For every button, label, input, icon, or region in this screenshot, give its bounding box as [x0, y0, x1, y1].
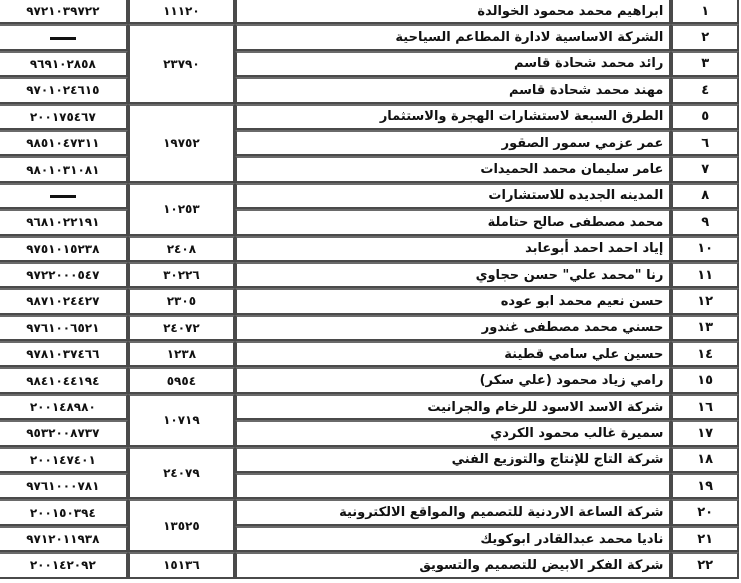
table-row — [0, 341, 739, 367]
row-number-cell: ٧ — [671, 156, 739, 182]
registration-number-cell: ٩٧٦١٠٠٦٥٢١ — [0, 315, 128, 341]
name-cell: حسني محمد مصطفى غندور — [235, 315, 671, 341]
registration-number-cell: ٩٦٨١٠٢٢١٩١ — [0, 209, 128, 235]
row-number-cell: ١٧ — [671, 420, 739, 446]
row-number-cell: ٨ — [671, 183, 739, 209]
row-number-cell: ٤ — [671, 77, 739, 103]
table-row — [0, 236, 739, 262]
row-number-cell: ٢٢ — [671, 552, 739, 578]
row-number-cell: ١١ — [671, 262, 739, 288]
name-cell: الطرق السبعة لاستشارات الهجرة والاستثمار — [235, 104, 671, 130]
row-number-cell: ١٩ — [671, 473, 739, 499]
registration-number-cell: ٩٧٨١٠٣٧٤٦٦ — [0, 341, 128, 367]
code-cell: ٥٩٥٤ — [128, 367, 236, 393]
name-cell: محمد مصطفى صالح حتاملة — [235, 209, 671, 235]
row-number-cell: ٦ — [671, 130, 739, 156]
registration-number-cell: ٩٧٦١٠٠٠٧٨١ — [0, 473, 128, 499]
registration-number-cell: ٩٨٥١٠٤٧٣١١ — [0, 130, 128, 156]
row-number-cell: ١ — [671, 0, 739, 24]
table-row — [0, 130, 739, 156]
row-number-cell: ٢ — [671, 24, 739, 50]
name-cell: عمر عزمي سمور الصقور — [235, 130, 671, 156]
code-cell: ٢٤٠٧٢ — [128, 315, 236, 341]
row-number-cell: ١٣ — [671, 315, 739, 341]
row-number-cell: ١٢ — [671, 288, 739, 314]
registration-number-cell: ٩٥٣٢٠٠٨٧٣٧ — [0, 420, 128, 446]
registration-number-cell: ٩٧١٢٠١١٩٣٨ — [0, 526, 128, 552]
table-row — [0, 209, 739, 235]
table-row — [0, 51, 739, 77]
row-number-cell: ١٦ — [671, 394, 739, 420]
name-cell: حسن نعيم محمد ابو عوده — [235, 288, 671, 314]
registration-number-cell: ٢٠٠١٤٨٩٨٠ — [0, 394, 128, 420]
table-row — [0, 473, 739, 499]
code-cell: ١٠٢٥٣ — [128, 183, 236, 236]
row-number-cell: ٢٠ — [671, 499, 739, 525]
row-number-cell: ٩ — [671, 209, 739, 235]
name-cell: شركة الاسد الاسود للرخام والجرانيت — [235, 394, 671, 420]
code-cell: ١١١٢٠ — [128, 0, 236, 24]
name-cell: المدينه الجديده للاستشارات — [235, 183, 671, 209]
registration-number-cell: ٩٨٤١٠٤٤١٩٤ — [0, 367, 128, 393]
code-cell: ٢٤٠٧٩ — [128, 447, 236, 500]
name-cell: رنا "محمد علي" حسن حجاوي — [235, 262, 671, 288]
code-cell: ١٣٥٢٥ — [128, 499, 236, 552]
name-cell: سميرة غالب محمود الكردي — [235, 420, 671, 446]
name-cell: شركة التاج للإنتاج والتوزيع الفني — [235, 447, 671, 473]
row-number-cell: ١٠ — [671, 236, 739, 262]
name-cell: شركة الساعة الاردنية للتصميم والمواقع الالكترونية — [235, 499, 671, 525]
empty-dash-icon — [50, 195, 76, 198]
registration-number-cell: ٢٠٠١٤٧٤٠١ — [0, 447, 128, 473]
table-row — [0, 104, 739, 130]
table-row — [0, 77, 739, 103]
row-number-cell: ١٤ — [671, 341, 739, 367]
row-number-cell: ٥ — [671, 104, 739, 130]
name-cell: حسين علي سامي قطينة — [235, 341, 671, 367]
code-cell: ١٠٧١٩ — [128, 394, 236, 447]
table-row — [0, 447, 739, 473]
name-cell — [235, 473, 671, 499]
table-row — [0, 420, 739, 446]
row-number-cell: ١٥ — [671, 367, 739, 393]
registration-number-cell: ٩٦٩١٠٢٨٥٨ — [0, 51, 128, 77]
registration-number-cell: ٩٨٧١٠٢٤٤٢٧ — [0, 288, 128, 314]
registration-number-cell: ٩٧٢١٠٣٩٧٢٢ — [0, 0, 128, 24]
table-row — [0, 499, 739, 525]
code-cell: ١٩٧٥٢ — [128, 104, 236, 183]
row-number-cell: ٣ — [671, 51, 739, 77]
registration-number-cell: ٢٠٠١٤٢٠٩٢ — [0, 552, 128, 578]
table-row — [0, 156, 739, 182]
name-cell: ابراهيم محمد محمود الخوالدة — [235, 0, 671, 24]
code-cell: ٣٠٢٢٦ — [128, 262, 236, 288]
table-row — [0, 367, 739, 393]
row-number-cell: ٢١ — [671, 526, 739, 552]
registration-number-cell: ٩٧٥١٠١٥٢٣٨ — [0, 236, 128, 262]
name-cell: رائد محمد شحادة قاسم — [235, 51, 671, 77]
registration-number-cell: ٩٧٢٢٠٠٠٥٤٧ — [0, 262, 128, 288]
empty-dash-icon — [50, 37, 76, 40]
registration-number-cell: ٩٧٠١٠٢٤٦١٥ — [0, 77, 128, 103]
name-cell: إياد احمد احمد أبوعابد — [235, 236, 671, 262]
name-cell: ناديا محمد عبدالقادر ابوكويك — [235, 526, 671, 552]
code-cell: ٢٣٠٥ — [128, 288, 236, 314]
table-row — [0, 394, 739, 420]
registration-number-cell: ٩٨٠١٠٣١٠٨١ — [0, 156, 128, 182]
registration-number-cell: ٢٠٠١٥٠٣٩٤ — [0, 499, 128, 525]
registration-number-cell — [0, 24, 128, 50]
name-cell: شركة الفكر الابيض للتصميم والتسويق — [235, 552, 671, 578]
code-cell: ٢٤٠٨ — [128, 236, 236, 262]
code-cell: ٢٣٧٩٠ — [128, 24, 236, 103]
row-number-cell: ١٨ — [671, 447, 739, 473]
name-cell: الشركة الاساسية لادارة المطاعم السياحية — [235, 24, 671, 50]
table-row — [0, 315, 739, 341]
table-row — [0, 288, 739, 314]
table-row — [0, 183, 739, 209]
table-row — [0, 262, 739, 288]
table-row — [0, 0, 739, 24]
registration-number-cell: ٢٠٠١٧٥٤٦٧ — [0, 104, 128, 130]
name-cell: رامي زياد محمود (علي سكر) — [235, 367, 671, 393]
table-row — [0, 24, 739, 50]
registration-number-cell — [0, 183, 128, 209]
table-row — [0, 526, 739, 552]
code-cell: ١٢٣٨ — [128, 341, 236, 367]
name-cell: مهند محمد شحادة قاسم — [235, 77, 671, 103]
code-cell: ١٥١٣٦ — [128, 552, 236, 578]
name-cell: عامر سليمان محمد الحميدات — [235, 156, 671, 182]
table-row — [0, 552, 739, 578]
